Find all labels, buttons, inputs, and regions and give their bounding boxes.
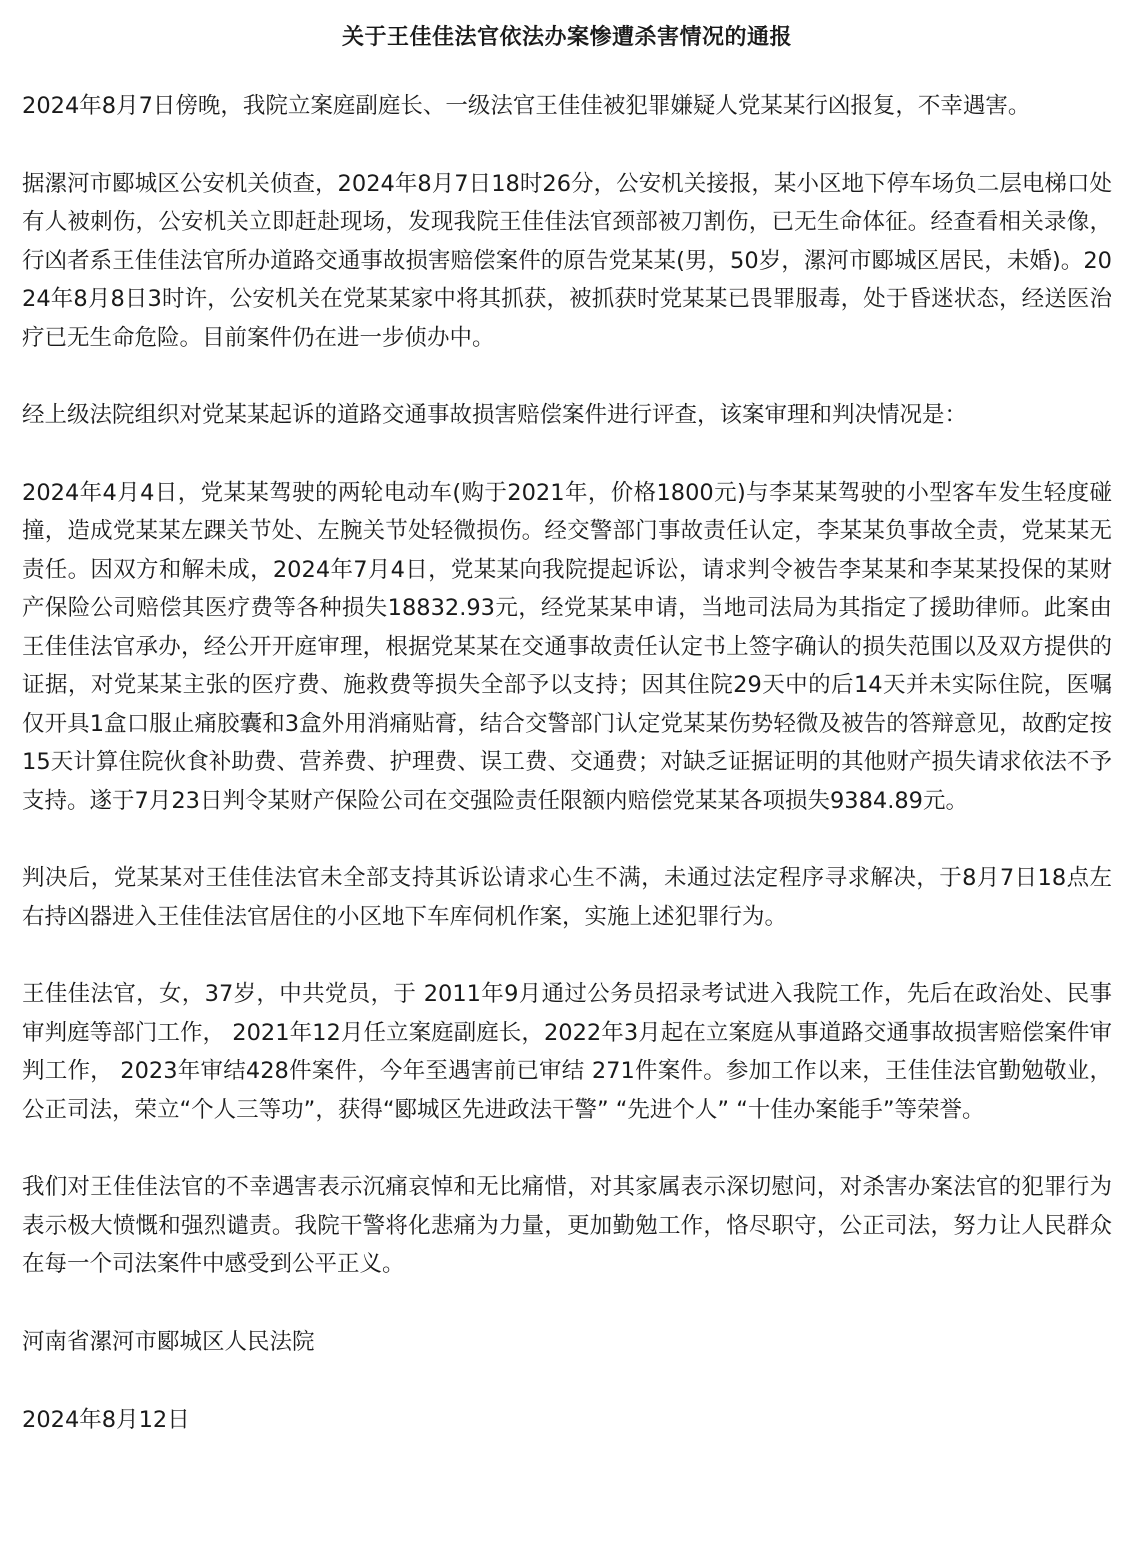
signature-organization: 河南省漯河市郾城区人民法院 xyxy=(22,1328,315,1355)
paragraph-case-review-intro: 经上级法院组织对党某某起诉的道路交通事故损害赔偿案件进行评查，该案审理和判决情况是： xyxy=(22,402,968,428)
paragraph-condolence: 我们对王佳佳法官的不幸遇害表示沉痛哀悼和无比痛惜，对其家属表示深切慰问，对杀害办案法官的犯罪行为表示极大愤慨和强烈谴责。我院干警将化悲痛为力量，更加勤勉工作，恪尽职守，公正司法，努力让人民群众在每一个司法案件中感受到公平正义。 xyxy=(22,1174,1112,1277)
paragraph-motive: 判决后，党某某对王佳佳法官未全部支持其诉讼请求心生不满，未通过法定程序寻求解决，于8月7日18点左右持凶器进入王佳佳法官居住的小区地下车库伺机作案，实施上述犯罪行为。 xyxy=(22,865,1112,930)
paragraph-incident-summary: 2024年8月7日傍晚，我院立案庭副庭长、一级法官王佳佳被犯罪嫌疑人党某某行凶报复，不幸遇害。 xyxy=(22,93,1031,119)
paragraph-judge-profile: 王佳佳法官，女，37岁，中共党员，于 2011年9月通过公务员招录考试进入我院工作，先后在政治处、民事审判庭等部门工作， 2021年12月任立案庭副庭长，2022年3月起在立案庭从事道路交通事故损害赔偿案件审判工作， 2023年审结428件案件，今年至遇害前已审结 271件案件。参加工作以来，王佳佳法官勤勉敬业，公正司法，荣立“个人三等功”，获得“郾城区先进政法干警” “先进个人” “十佳办案能手”等荣誉。 xyxy=(22,981,1112,1123)
document-title: 关于王佳佳法官依法办案惨遭杀害情况的通报 xyxy=(341,25,792,50)
paragraph-police-investigation: 据漯河市郾城区公安机关侦查，2024年8月7日18时26分，公安机关接报，某小区地下停车场负二层电梯口处有人被刺伤，公安机关立即赶赴现场，发现我院王佳佳法官颈部被刀割伤，已无生命体征。经查看相关录像，行凶者系王佳佳法官所办道路交通事故损害赔偿案件的原告党某某(男，50岁，漯河市郾城区居民，未婚)。2024年8月8日3时许，公安机关在党某某家中将其抓获，被抓获时党某某已畏罪服毒，处于昏迷状态，经送医治疗已无生命危险。目前案件仍在进一步侦办中。 xyxy=(22,170,1112,351)
signature-date: 2024年8月12日 xyxy=(22,1407,190,1433)
paragraph-case-details: 2024年4月4日，党某某驾驶的两轮电动车(购于2021年，价格1800元)与李某某驾驶的小型客车发生轻度碰撞，造成党某某左踝关节处、左腕关节处轻微损伤。经交警部门事故责任认定，李某某负事故全责，党某某无责任。因双方和解未成，2024年7月4日，党某某向我院提起诉讼，请求判令被告李某某和李某某投保的某财产保险公司赔偿其医疗费等各种损失18832.93元，经党某某申请，当地司法局为其指定了援助律师。此案由王佳佳法官承办，经公开开庭审理，根据党某某在交通事故责任认定书上签字确认的损失范围以及双方提供的证据，对党某某主张的医疗费、施救费等损失全部予以支持；因其住院29天中的后14天并未实际住院，医嘱仅开具1盒口服止痛胶囊和3盒外用消痛贴膏，结合交警部门认定党某某伤势轻微及被告的答辩意见，故酌定按15天计算住院伙食补助费、营养费、护理费、误工费、交通费；对缺乏证据证明的其他财产损失请求依法不予支持。遂于7月23日判令某财产保险公司在交强险责任限额内赔偿党某某各项损失9384.89元。 xyxy=(22,479,1112,814)
notice-document xyxy=(22,20,1112,1440)
